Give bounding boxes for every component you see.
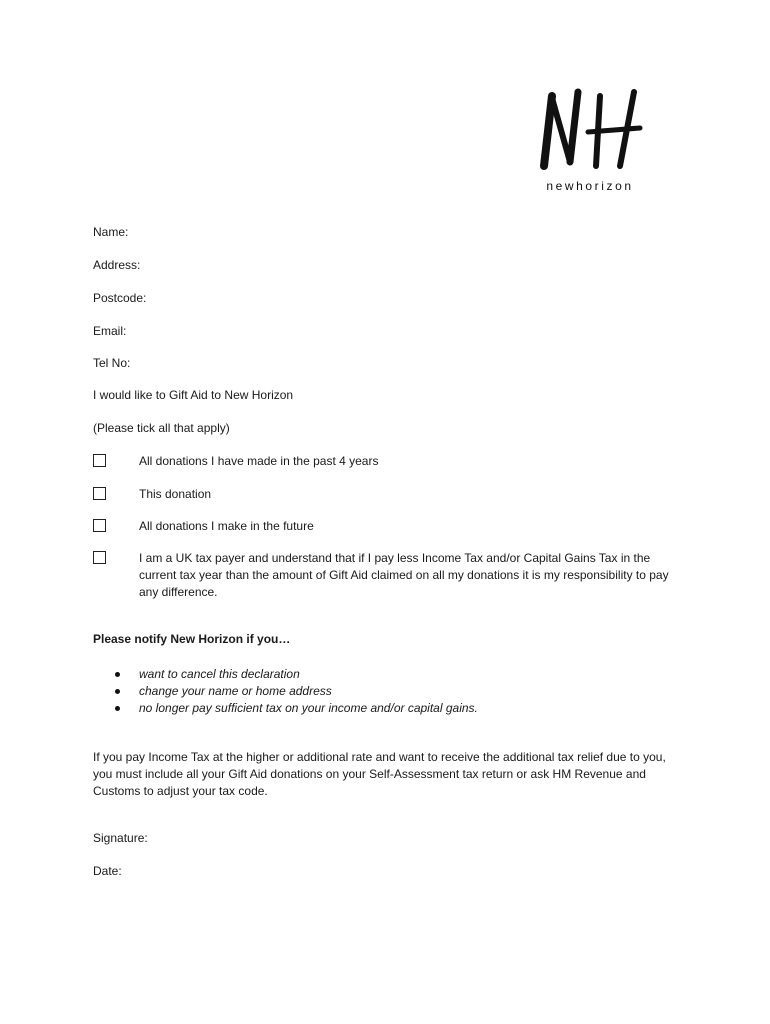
- checkbox-past-4-years[interactable]: [93, 454, 106, 467]
- logo-wordmark: newhorizon: [546, 179, 634, 193]
- tick-instruction: (Please tick all that apply): [93, 421, 230, 435]
- list-item: [93, 683, 478, 700]
- notify-heading: Please notify New Horizon if you…: [93, 632, 291, 646]
- gift-aid-intro: I would like to Gift Aid to New Horizon: [93, 388, 294, 402]
- postcode-field-label: Postcode:: [93, 291, 147, 305]
- address-field-label: Address:: [93, 258, 141, 272]
- option-label: I am a UK tax payer and understand that if I pay less Income Tax and/or Capital Gains Tax in the current tax year than the amount of Gift Aid claimed on all my donations it is my responsibility to pay any difference.: [139, 551, 669, 599]
- option-label: All donations I have made in the past 4 years: [139, 454, 379, 468]
- list-item-text: change your name or home address: [139, 684, 332, 698]
- checkbox-this-donation[interactable]: [93, 487, 106, 500]
- date-label: Date:: [93, 864, 122, 878]
- name-field-label: Name:: [93, 225, 129, 239]
- option-label: This donation: [139, 487, 212, 501]
- signature-label: Signature:: [93, 831, 148, 845]
- bullet-icon: [115, 706, 120, 711]
- bullet-icon: [115, 672, 120, 677]
- new-horizon-logo: [536, 86, 644, 193]
- tel-field-label: Tel No:: [93, 356, 131, 370]
- option-label: All donations I make in the future: [139, 519, 314, 533]
- checkbox-uk-taxpayer[interactable]: [93, 551, 106, 564]
- checkbox-future-donations[interactable]: [93, 519, 106, 532]
- higher-rate-note: If you pay Income Tax at the higher or additional rate and want to receive the additional tax relief due to you, you must include all your Gift Aid donations on your Self-Assessment tax return or ask HM Revenue and Customs to adjust your tax code.: [93, 750, 666, 798]
- list-item-text: no longer pay sufficient tax on your income and/or capital gains.: [139, 701, 478, 715]
- list-item: [93, 666, 478, 683]
- nh-monogram-icon: [536, 86, 644, 174]
- list-item-text: want to cancel this declaration: [139, 667, 300, 681]
- bullet-icon: [115, 689, 120, 694]
- notify-list: [93, 666, 478, 717]
- list-item: [93, 700, 478, 717]
- email-field-label: Email:: [93, 324, 127, 338]
